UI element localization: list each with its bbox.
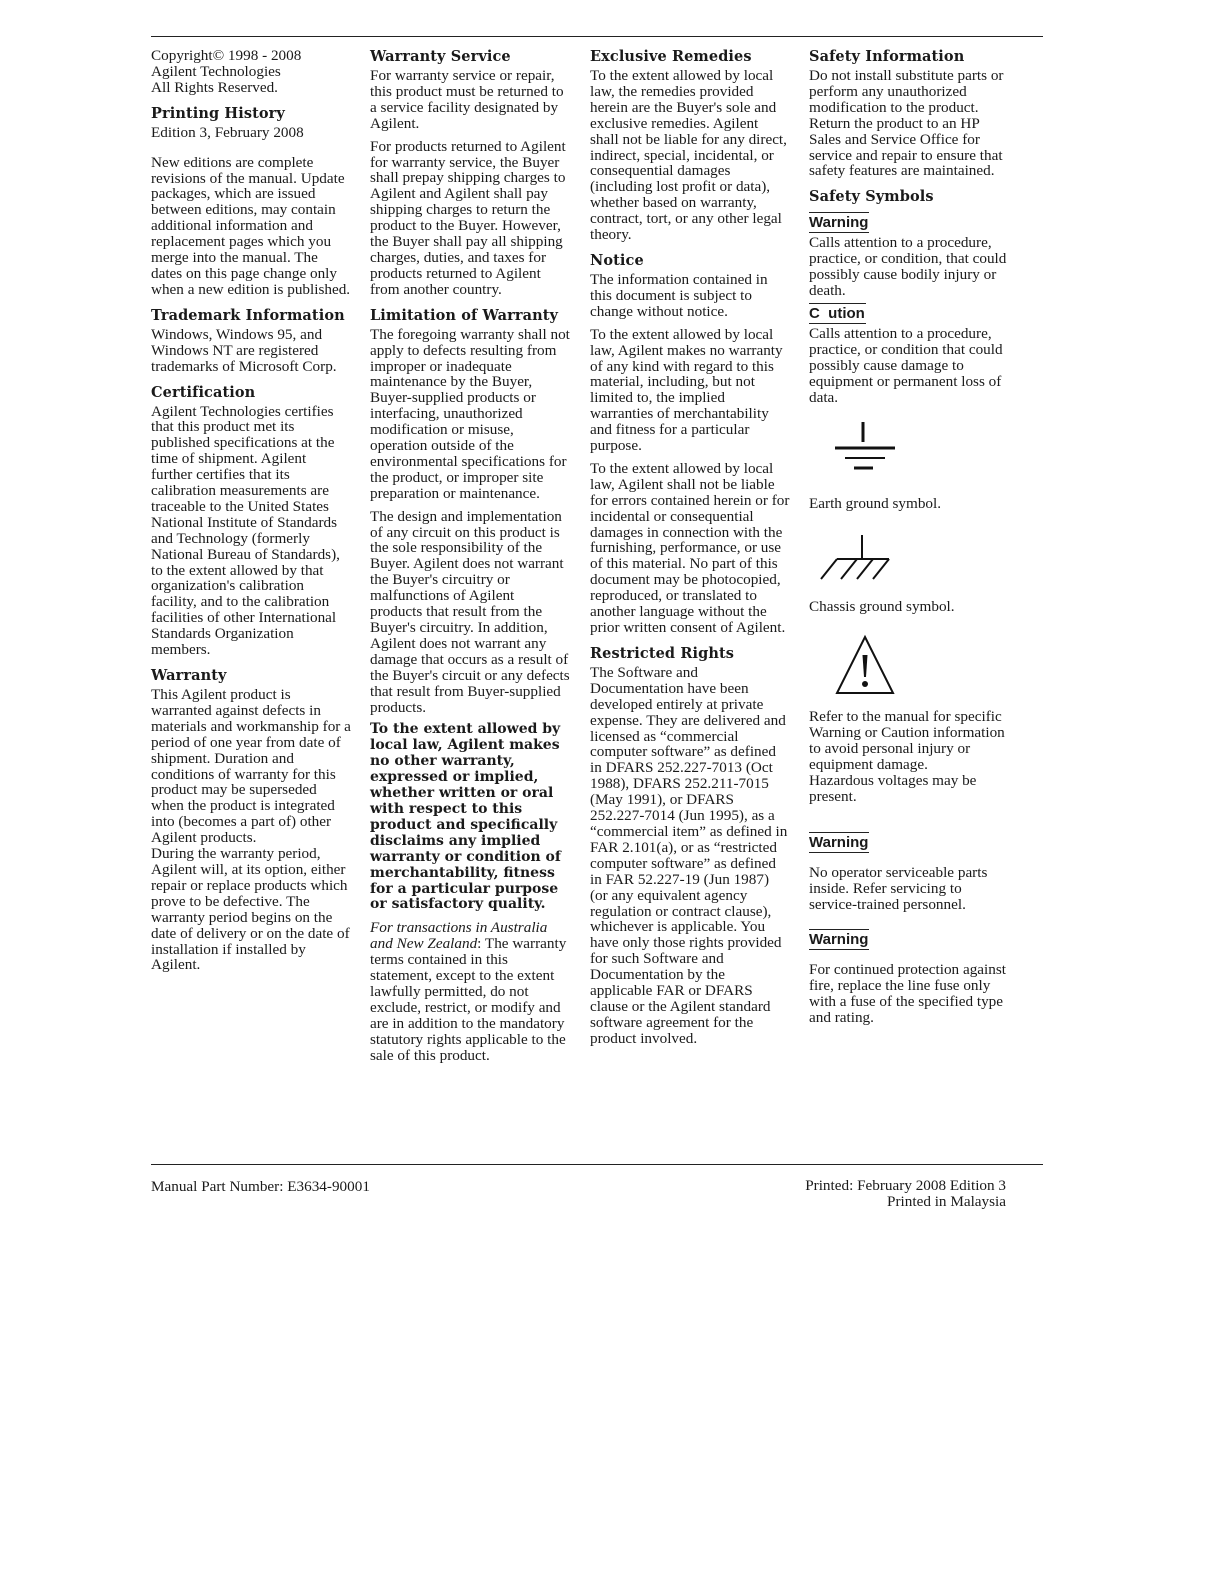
warranty-period-text: During the warranty period, Agilent will, at its option, either repair or replace products which prove to be defective. The warranty period begins on the date of delivery or on the date of installation if installed by Agilent.: [151, 845, 350, 974]
company-line: Agilent Technologies: [151, 62, 281, 80]
safety-information-text: Do not install substitute parts or perform any unauthorized modification to the product. Return the product to an HP Sales and Service Office for service and repair to ensure that safety features are maintained.: [809, 67, 1004, 180]
restricted-rights-heading: Restricted Rights: [590, 644, 735, 662]
design-responsibility-text: The design and implementation of any circuit on this product is the sole responsibility of the Buyer. Agilent does not warrant the Buyer's circuitry or malfunctions of Agilent products that result from the Buyer's circuitry. In addition, Agilent does not warrant any damage that occurs as a result of the Buyer's circuit or any defects that result from Buyer-supplied products.: [370, 507, 570, 716]
caution-text: Calls attention to a procedure, practice, or condition that could possibly cause damage to equipment or permanent loss of data.: [809, 324, 1003, 406]
chassis-ground-caption: Chassis ground symbol.: [809, 598, 955, 616]
copyright-block: [151, 48, 351, 96]
column-1: [151, 48, 351, 980]
earth-ground-icon: [809, 420, 909, 496]
notice-heading: Notice: [590, 251, 644, 269]
trademark-heading: Trademark Information: [151, 306, 345, 324]
hazardous-voltage-text: Hazardous voltages may be present.: [809, 771, 977, 805]
refer-manual-text: Refer to the manual for specific Warning or Caution information to avoid personal injury or equipment damage.: [809, 708, 1005, 774]
exclusive-remedies-heading: Exclusive Remedies: [590, 48, 752, 65]
column-3: [590, 48, 790, 1054]
column-4: [809, 48, 1009, 1033]
limitation-heading: Limitation of Warranty: [370, 306, 559, 324]
printed-country: Printed in Malaysia: [887, 1193, 1006, 1210]
top-rule: [151, 36, 1043, 37]
certification-text: Agilent Technologies certifies that this product met its published specifications at the time of shipment. Agilent further certifies that its calibration measurements are traceable to the United States National Institute of Standards and Technology (formerly National Bureau of Standards), to the extent allowed by that organization's calibration facility, and to the calibration facilities of other International Standards Organization members.: [151, 402, 340, 659]
safety-symbols-heading: Safety Symbols: [809, 188, 934, 206]
copyright-line: Copyright© 1998 - 2008: [151, 47, 302, 64]
disclaimer-text: To the extent allowed by local law, Agilent makes no other warranty, expressed or implied, whether written or oral with respect to this product and specifically disclaims any implied warranty or condition of merchantability, fitness for a particular purpose or satisfactory quality.: [370, 721, 561, 913]
notice-liability-text: To the extent allowed by local law, Agilent shall not be liable for errors contained herein or for incidental or consequential damages in connection with the furnishing, performance, or use of this material. No part of this document may be photocopied, reproduced, or translated to another language without the prior written consent of Agilent.: [590, 459, 790, 636]
limitation-text: The foregoing warranty shall not apply to defects resulting from improper or inadequate maintenance by the Buyer, Buyer-supplied products or interfacing, unauthorized modification or misuse, operation outside of the environmental specifications for the product, or improper site preparation or maintenance.: [370, 325, 570, 502]
safety-information-heading: Safety Information: [809, 48, 965, 65]
warranty-service-text: For warranty service or repair, this product must be returned to a service facility designated by Agilent.: [370, 67, 564, 132]
restricted-rights-text: The Software and Documentation have been developed entirely at private expense. They are delivered and licensed as “commercial computer software” as defined in DFARS 252.227-7013 (Oct 1988), DFARS 252.211-7015 (May 1991), or DFARS 252.227-7014 (Jun 1995), as a “commercial item” as defined in FAR 2.101(a), or as “restricted computer software” as defined in FAR 52.227-19 (Jun 1987) (or any equivalent agency regulation or contract clause), whichever is applicable. You have only those rights provided for such Software and Documentation by the applicable FAR or DFARS clause or the Agilent standard software agreement for the product involved.: [590, 663, 788, 1047]
notice-text: The information contained in this document is subject to change without notice.: [590, 270, 768, 320]
print-info: [805, 1178, 1006, 1210]
australia-text: [370, 920, 570, 1063]
warranty-text: This Agilent product is warranted against defects in materials and workmanship for a period of one year from date of shipment. Duration and conditions of warranty for this product may be superseded when the product is integrated into (becomes a part of) other Agilent products.: [151, 686, 351, 847]
edition-text: Edition 3, February 2008: [151, 123, 304, 141]
caution-label: C ution: [809, 304, 865, 322]
notice-warranty-text: To the extent allowed by local law, Agilent makes no warranty of any kind with regard to this material, including, but not limited to, the implied warranties of merchantability and fitness for a particular purpose.: [590, 325, 783, 455]
warning-label: Warning: [809, 214, 869, 232]
warning-text: Calls attention to a procedure, practice, or condition, that could possibly cause bodily injury or death.: [809, 234, 1007, 300]
australia-italic: For transactions in Australia and New Zealand: [370, 919, 548, 953]
warranty-heading: Warranty: [151, 667, 227, 684]
printing-history-heading: Printing History: [151, 104, 285, 122]
earth-ground-caption: Earth ground symbol.: [809, 494, 942, 512]
manual-part-number: Manual Part Number: E3634-90001: [151, 1178, 370, 1195]
chassis-ground-icon: [809, 531, 909, 599]
rights-line: All Rights Reserved.: [151, 78, 278, 96]
warning-label-fuse: Warning: [809, 931, 869, 949]
no-serviceable-parts-text: No operator serviceable parts inside. Refer servicing to service-trained personnel.: [809, 863, 988, 913]
exclusive-remedies-text: To the extent allowed by local law, the remedies provided herein are the Buyer's sole and exclusive remedies. Agilent shall not be liable for any direct, indirect, special, incidental, or consequential damages (including lost profit or data), whether based on warranty, contract, tort, or any other legal theory.: [590, 67, 787, 244]
column-2: [370, 48, 570, 1070]
warning-triangle-icon: [809, 633, 909, 699]
bottom-rule: [151, 1164, 1043, 1165]
printed-date: Printed: February 2008 Edition 3: [805, 1177, 1006, 1194]
certification-heading: Certification: [151, 383, 256, 401]
warranty-shipping-text: For products returned to Agilent for warranty service, the Buyer shall prepay shipping charges to Agilent and Agilent shall pay shipping charges to return the product to the Buyer. However, the Buyer shall pay all shipping charges, duties, and taxes for products returned to Agilent from another country.: [370, 137, 566, 298]
fuse-replacement-text: For continued protection against fire, replace the line fuse only with a fuse of the specified type and rating.: [809, 961, 1006, 1027]
trademark-text: Windows, Windows 95, and Windows NT are registered trademarks of Microsoft Corp.: [151, 325, 337, 375]
warning-label-service: Warning: [809, 833, 869, 851]
australia-terms: : The warranty terms contained in this statement, except to the extent lawfully permitted, do not exclude, restrict, or modify and are in addition to the mandatory statutory rights applicable to the sale of this product.: [370, 935, 567, 1064]
warranty-service-heading: Warranty Service: [370, 48, 511, 65]
editions-text: New editions are complete revisions of the manual. Update packages, which are issued between editions, may contain additional information and replacement pages which you merge into the manual. The dates on this page change only when a new edition is published.: [151, 153, 351, 298]
